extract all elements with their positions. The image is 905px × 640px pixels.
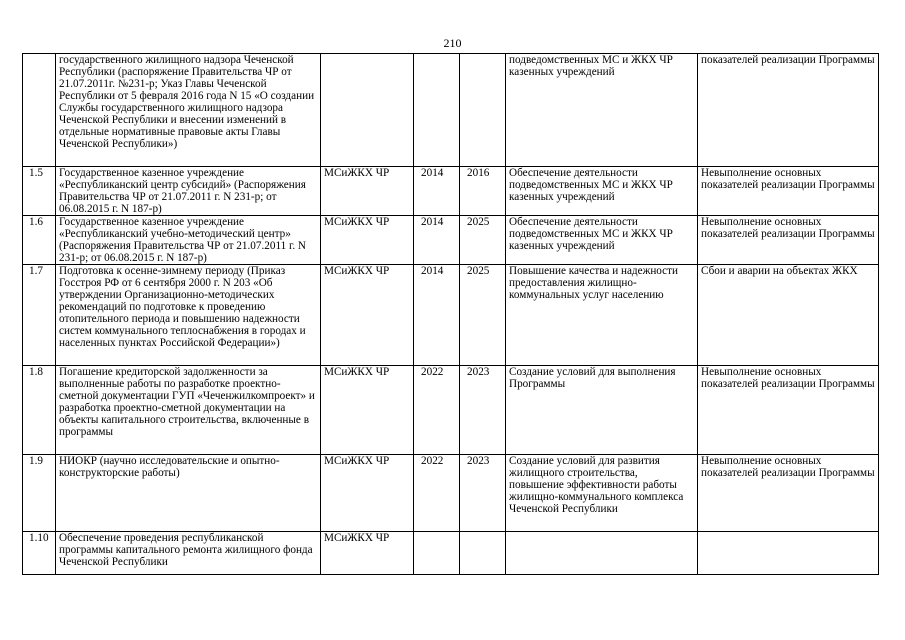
row-number-cell: 1.6 [23, 216, 56, 265]
table-row [23, 532, 879, 575]
end-year-cell: 2023 [460, 455, 506, 532]
measure-name-cell: государственного жилищного надзора Чеченской Республики (распоряжение Правительства ЧР от 21.07.2011г. №231-р; Указ Главы Чеченской Республики от 5 февраля 2016 года N 15 «О создании Службы государственного жилищного надзора Чеченской Республики и внесении изменений в отдельные нормативные правовые акты Главы Чеченской Республики») [56, 54, 321, 167]
consequences-cell: Невыполнение основных показателей реализации Программы [698, 167, 879, 216]
row-number-cell: 1.5 [23, 167, 56, 216]
table-row [23, 265, 879, 366]
program-table [22, 53, 879, 575]
end-year-cell [460, 532, 506, 575]
measure-name-cell: Обеспечение проведения республиканской программы капитального ремонта жилищного фонда Чеченской Республики [56, 532, 321, 575]
row-number-cell: 1.10 [23, 532, 56, 575]
executor-cell: МСиЖКХ ЧР [321, 366, 414, 455]
table-row [23, 455, 879, 532]
expected-result-cell [506, 532, 698, 575]
executor-cell: МСиЖКХ ЧР [321, 455, 414, 532]
executor-cell: МСиЖКХ ЧР [321, 532, 414, 575]
measure-name-cell: Государственное казенное учреждение «Республиканский центр субсидий» (Распоряжения Правительства ЧР от 21.07.2011 г. N 231-р; от 06.08.2015 г. N 187-р) [56, 167, 321, 216]
start-year-cell: 2014 [414, 265, 460, 366]
row-number-cell: 1.9 [23, 455, 56, 532]
end-year-cell: 2025 [460, 216, 506, 265]
executor-cell: МСиЖКХ ЧР [321, 216, 414, 265]
measure-name-cell: Подготовка к осенне-зимнему периоду (Приказ Госстроя РФ от 6 сентября 2000 г. N 203 «Об утверждении Организационно-методических рекомендаций по подготовке к проведению отопительного периода и повышению надежности систем коммунального теплоснабжения в городах и населенных пунктах Российской Федерации») [56, 265, 321, 366]
expected-result-cell: Создание условий для выполнения Программы [506, 366, 698, 455]
end-year-cell [460, 54, 506, 167]
executor-cell: МСиЖКХ ЧР [321, 167, 414, 216]
start-year-cell: 2014 [414, 167, 460, 216]
end-year-cell: 2016 [460, 167, 506, 216]
table-row [23, 366, 879, 455]
measure-name-cell: Государственное казенное учреждение «Республиканский учебно-методический центр» (Распоряжения Правительства ЧР от 21.07.2011 г. N 231-р; от 06.08.2015 г. N 187-р) [56, 216, 321, 265]
row-number-cell [23, 54, 56, 167]
end-year-cell: 2025 [460, 265, 506, 366]
row-number-cell: 1.8 [23, 366, 56, 455]
row-number-cell: 1.7 [23, 265, 56, 366]
start-year-cell [414, 532, 460, 575]
measure-name-cell: НИОКР (научно исследовательские и опытно-конструкторские работы) [56, 455, 321, 532]
measure-name-cell: Погашение кредиторской задолженности за выполненные работы по разработке проектно-сметной документации ГУП «Чеченжилкомпроект» и разработка проектно-сметной документации на объекты капитального строительства, включенные в программы [56, 366, 321, 455]
page-number: 210 [443, 36, 462, 50]
start-year-cell: 2022 [414, 455, 460, 532]
expected-result-cell: подведомственных МС и ЖКХ ЧР казенных учреждений [506, 54, 698, 167]
expected-result-cell: Обеспечение деятельности подведомственных МС и ЖКХ ЧР казенных учреждений [506, 216, 698, 265]
start-year-cell: 2014 [414, 216, 460, 265]
consequences-cell: Невыполнение основных показателей реализации Программы [698, 455, 879, 532]
consequences-cell: Невыполнение основных показателей реализации Программы [698, 366, 879, 455]
executor-cell: МСиЖКХ ЧР [321, 265, 414, 366]
executor-cell [321, 54, 414, 167]
table-row [23, 216, 879, 265]
expected-result-cell: Создание условий для развития жилищного строительства, повышение эффективности работы жилищно-коммунального комплекса Чеченской Республики [506, 455, 698, 532]
table-row [23, 54, 879, 167]
consequences-cell [698, 532, 879, 575]
consequences-cell: Сбои и аварии на объектах ЖКХ [698, 265, 879, 366]
start-year-cell: 2022 [414, 366, 460, 455]
consequences-cell: показателей реализации Программы [698, 54, 879, 167]
start-year-cell [414, 54, 460, 167]
table-row [23, 167, 879, 216]
expected-result-cell: Повышение качества и надежности предоставления жилищно-коммунальных услуг населению [506, 265, 698, 366]
end-year-cell: 2023 [460, 366, 506, 455]
consequences-cell: Невыполнение основных показателей реализации Программы [698, 216, 879, 265]
expected-result-cell: Обеспечение деятельности подведомственных МС и ЖКХ ЧР казенных учреждений [506, 167, 698, 216]
